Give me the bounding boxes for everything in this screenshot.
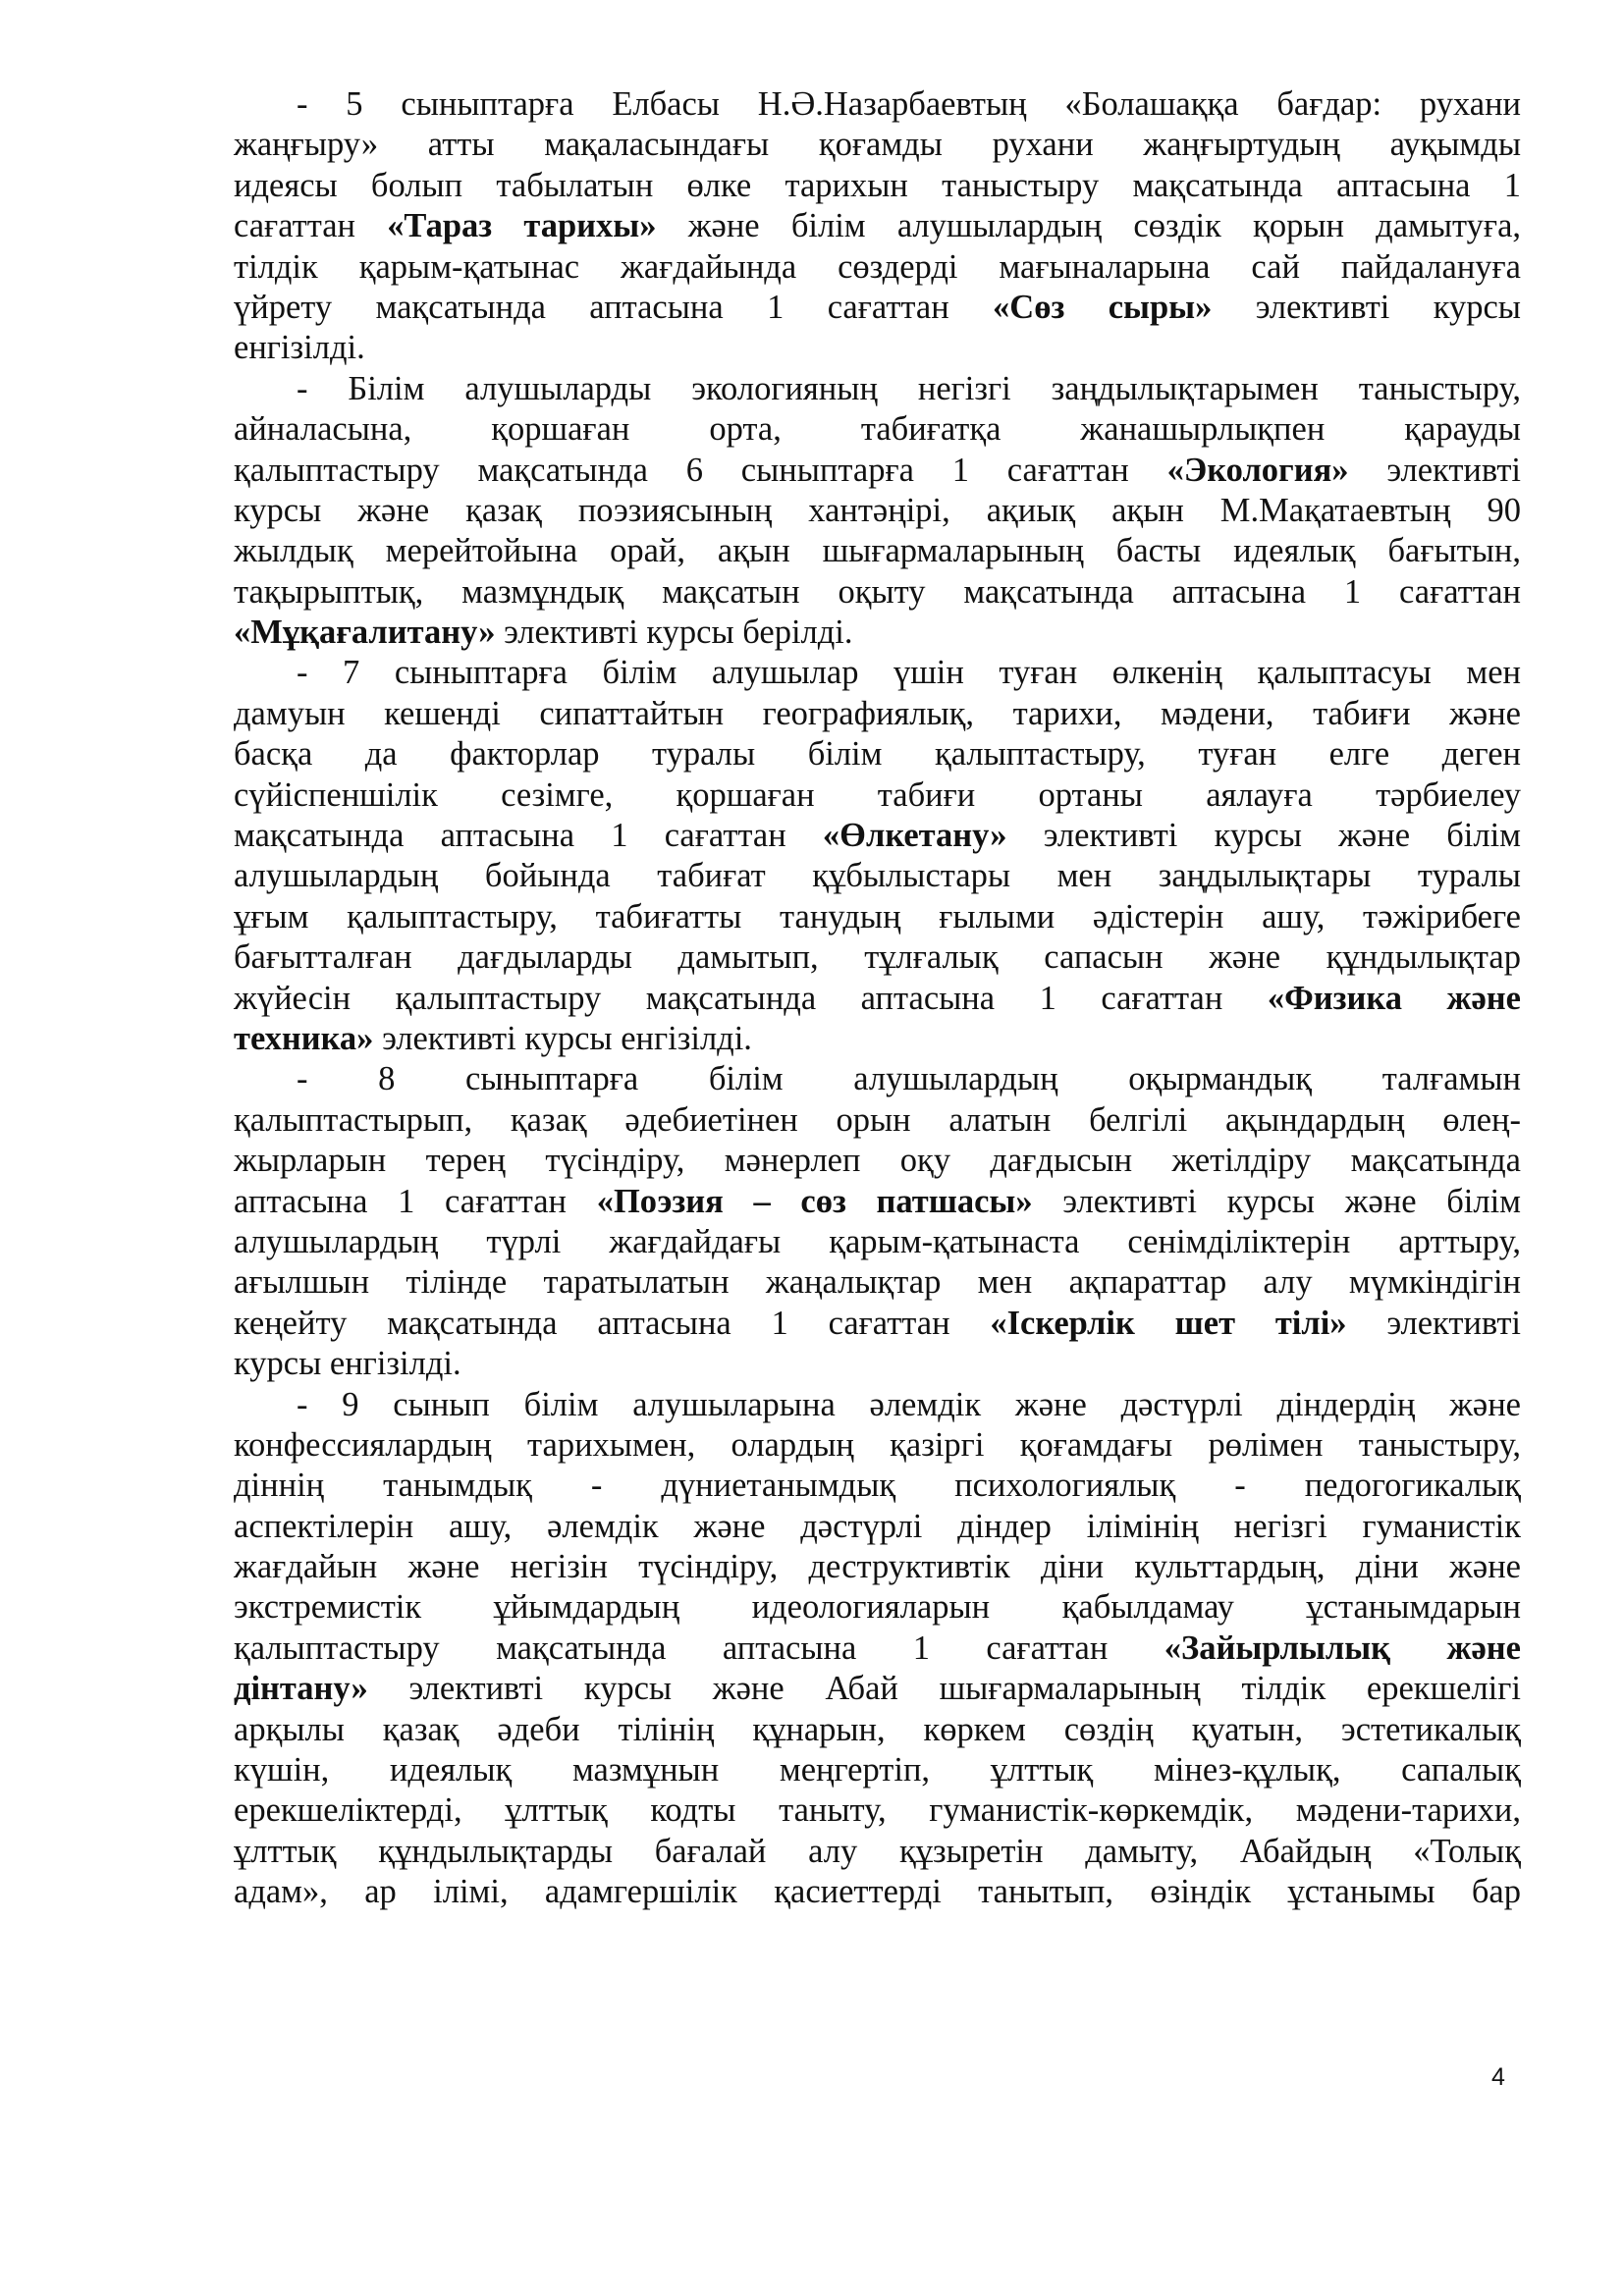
text-run: кеңейту мақсатында аптасына 1 сағаттан: [234, 1304, 991, 1342]
text-line: [234, 1832, 1521, 1872]
document-body: [234, 84, 1521, 1913]
text-run: жаңғыру» атты мақаласындағы қоғамды рухани жаңғыртудың ауқымды: [234, 126, 1521, 164]
text-run: аспектілерін ашу, әлемдік және дәстүрлі діндер ілімінің негізгі гуманистік: [234, 1507, 1521, 1545]
text-line: [234, 166, 1521, 206]
text-run: тілдік қарым-қатынас жағдайында сөздерді мағыналарына сай пайдалануға: [234, 247, 1521, 286]
text-run: - Білім алушыларды экологияның негізгі заңдылықтарымен таныстыру,: [297, 369, 1521, 407]
text-run: мақсатында аптасына 1 сағаттан: [234, 817, 823, 855]
text-run: алушылардың бойында табиғат құбылыстары мен заңдылықтары туралы: [234, 857, 1521, 895]
text-line: [234, 1344, 1521, 1384]
text-run: сүйіспеншілік сезімге, қоршаған табиғи ортаны аялауға тәрбиелеу: [234, 775, 1521, 814]
text-line: [234, 451, 1521, 491]
text-run: діннің танымдық - дүниетанымдық психологиялық - педогогикалық: [234, 1467, 1521, 1505]
text-run: жырларын терең түсіндіру, мәнерлеп оқу дағдысын жетілдіру мақсатында: [234, 1142, 1521, 1180]
text-run: ерекшеліктерді, ұлттық кодты таныту, гуманистік-көркемдік, мәдени-тарихи,: [234, 1791, 1521, 1830]
text-line: [234, 572, 1521, 613]
text-run: айналасына, қоршаған орта, табиғатқа жанашырлықпен қарауды: [234, 410, 1521, 449]
text-run: жағдайын және негізін түсіндіру, деструктивтік діни культтардың, діни және: [234, 1548, 1521, 1586]
text-line: [234, 1872, 1521, 1912]
text-run: - 5 сыныптарға Елбасы Н.Ә.Назарбаевтың «Болашаққа бағдар: рухани: [297, 85, 1521, 123]
text-line: [234, 653, 1521, 693]
text-run: элективті курсы енгізілді.: [373, 1019, 752, 1057]
text-line: [234, 491, 1521, 531]
text-run: идеясы болып табылатын өлке тарихын таныстыру мақсатында аптасына 1: [234, 166, 1521, 204]
text-run: конфессиялардың тарихымен, олардың қазіргі қоғамдағы рөлімен таныстыру,: [234, 1425, 1521, 1464]
text-line: [234, 1304, 1521, 1344]
bold-course-title: «Сөз сыры»: [993, 288, 1213, 326]
text-line: [234, 694, 1521, 734]
text-line: [234, 1385, 1521, 1425]
text-run: элективті: [1346, 1304, 1521, 1342]
text-line: [234, 1466, 1521, 1506]
text-line: [234, 1059, 1521, 1099]
text-run: элективті курсы және Абай шығармаларының тілдік ерекшелігі: [367, 1670, 1521, 1708]
text-line: [234, 613, 1521, 653]
text-line: [234, 1629, 1521, 1669]
text-run: қалыптастырып, қазақ әдебиетінен орын алатын белгілі ақындардың өлең-: [234, 1100, 1521, 1139]
paragraph: [234, 84, 1521, 369]
text-line: [234, 1750, 1521, 1790]
text-line: [234, 1100, 1521, 1141]
text-run: элективті курсы: [1212, 288, 1521, 326]
text-line: [234, 531, 1521, 571]
text-line: [234, 734, 1521, 774]
text-run: курсы және қазақ поэзиясының хантәңірі, ақиық ақын М.Мақатаевтың 90: [234, 491, 1521, 529]
text-line: [234, 816, 1521, 856]
text-line: [234, 1262, 1521, 1303]
text-line: [234, 1710, 1521, 1750]
text-run: ағылшын тілінде таратылатын жаңалықтар мен ақпараттар алу мүмкіндігін: [234, 1263, 1521, 1302]
text-line: [234, 369, 1521, 409]
text-run: күшін, идеялық мазмұнын меңгертіп, ұлттық мінез-құлық, сапалық: [234, 1751, 1521, 1789]
text-line: [234, 1141, 1521, 1181]
text-run: аптасына 1 сағаттан: [234, 1182, 597, 1220]
bold-course-title: «Зайырлылық және: [1164, 1629, 1521, 1667]
text-run: және білім алушылардың сөздік қорын дамытуға,: [656, 207, 1522, 245]
text-run: үйрету мақсатында аптасына 1 сағаттан: [234, 288, 994, 326]
paragraph: [234, 653, 1521, 1059]
text-run: - 9 сынып білім алушыларына әлемдік және дәстүрлі діндердің және: [297, 1385, 1521, 1423]
text-line: [234, 1222, 1521, 1262]
bold-course-title: «Іскерлік шет тілі»: [990, 1304, 1347, 1342]
text-run: жылдық мерейтойына орай, ақын шығармаларының басты идеялық бағытын,: [234, 532, 1521, 570]
text-line: [234, 1507, 1521, 1547]
text-run: тақырыптық, мазмұндық мақсатын оқыту мақсатында аптасына 1 сағаттан: [234, 572, 1521, 611]
text-line: [234, 979, 1521, 1019]
text-run: жүйесін қалыптастыру мақсатында аптасына 1 сағаттан: [234, 979, 1268, 1017]
text-run: дамуын кешенді сипаттайтын географиялық, тарихи, мәдени, табиғи және: [234, 694, 1521, 732]
text-line: [234, 288, 1521, 328]
text-line: [234, 247, 1521, 288]
text-line: [234, 856, 1521, 896]
text-run: ұғым қалыптастыру, табиғатты танудың ғылыми әдістерін ашу, тәжірибеге: [234, 897, 1521, 935]
text-line: [234, 1547, 1521, 1587]
text-line: [234, 897, 1521, 937]
bold-course-title: «Экология»: [1166, 451, 1349, 489]
page-number: 4: [1491, 2063, 1505, 2091]
text-run: алушылардың түрлі жағдайдағы қарым-қатынаста сенімділіктерін арттыру,: [234, 1222, 1521, 1260]
text-run: арқылы қазақ әдеби тілінің құнарын, көркем сөздің қуатын, эстетикалық: [234, 1710, 1521, 1748]
text-run: элективті: [1348, 451, 1521, 489]
text-run: элективті курсы және білім: [1032, 1182, 1522, 1220]
text-run: адам», ар ілімі, адамгершілік қасиеттерді танытып, өзіндік ұстанымы бар: [234, 1873, 1521, 1911]
text-line: [234, 1019, 1521, 1059]
text-run: бағытталған дағдыларды дамытып, тұлғалық сапасын және құндылықтар: [234, 938, 1521, 977]
text-line: [234, 206, 1521, 246]
text-line: [234, 125, 1521, 165]
text-run: қалыптастыру мақсатында аптасына 1 сағаттан: [234, 1629, 1164, 1667]
text-run: ұлттық құндылықтарды бағалай алу құзыретін дамыту, Абайдың «Толық: [234, 1832, 1521, 1870]
paragraph: [234, 1059, 1521, 1384]
text-line: [234, 1425, 1521, 1466]
text-line: [234, 1182, 1521, 1222]
bold-course-title: «Мұқағалитану»: [234, 614, 496, 652]
text-run: - 8 сыныптарға білім алушылардың оқырмандық талғамын: [297, 1060, 1521, 1098]
text-run: экстремистік ұйымдардың идеологияларын қабылдамау ұстанымдарын: [234, 1588, 1521, 1627]
bold-course-title: техника»: [234, 1019, 374, 1057]
text-run: енгізілді.: [234, 329, 365, 367]
bold-course-title: «Поэзия – сөз патшасы»: [596, 1182, 1033, 1220]
text-line: [234, 84, 1521, 125]
text-run: элективті курсы берілді.: [495, 614, 853, 652]
bold-course-title: «Өлкетану»: [822, 817, 1007, 855]
paragraph: [234, 1385, 1521, 1913]
text-run: қалыптастыру мақсатында 6 сыныптарға 1 сағаттан: [234, 451, 1167, 489]
text-line: [234, 409, 1521, 450]
bold-course-title: дінтану»: [234, 1670, 368, 1708]
text-run: сағаттан: [234, 207, 388, 245]
paragraph: [234, 369, 1521, 654]
text-run: элективті курсы және білім: [1006, 817, 1521, 855]
text-run: курсы енгізілді.: [234, 1345, 461, 1383]
text-line: [234, 775, 1521, 816]
text-line: [234, 1587, 1521, 1628]
text-run: басқа да факторлар туралы білім қалыптастыру, туған елге деген: [234, 735, 1521, 774]
text-line: [234, 328, 1521, 368]
text-run: - 7 сыныптарға білім алушылар үшін туған өлкенің қалыптасуы мен: [297, 654, 1521, 692]
bold-course-title: «Физика және: [1267, 979, 1521, 1017]
text-line: [234, 1790, 1521, 1831]
text-line: [234, 1669, 1521, 1709]
text-line: [234, 937, 1521, 978]
bold-course-title: «Тараз тарихы»: [387, 207, 657, 245]
